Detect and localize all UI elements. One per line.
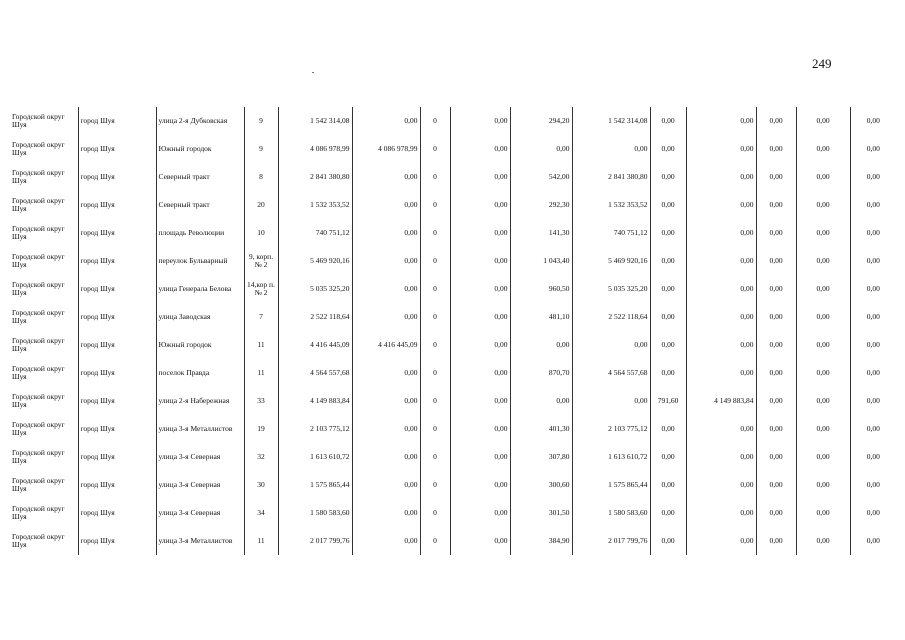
value-cell: 0,00	[650, 163, 686, 191]
value-cell: 0,00	[352, 415, 420, 443]
value-cell: 0,00	[450, 191, 510, 219]
city-cell: город Шуя	[78, 107, 156, 135]
value-cell: 0,00	[650, 247, 686, 275]
value-cell: 0,00	[572, 135, 650, 163]
street-cell: улица 2-я Набережная	[156, 387, 244, 415]
area-cell: 0,00	[510, 331, 572, 359]
municipality-cell: Городской округ Шуя	[12, 168, 65, 185]
value-cell: 0,00	[796, 191, 850, 219]
value-cell: 1 575 865,44	[572, 471, 650, 499]
value-cell: 0,00	[686, 331, 756, 359]
house-number-cell: 11	[244, 331, 278, 359]
value-cell: 0,00	[650, 443, 686, 471]
value-cell: 0,00	[756, 331, 796, 359]
value-cell: 0,00	[756, 191, 796, 219]
area-cell: 481,10	[510, 303, 572, 331]
house-number-cell: 7	[244, 303, 278, 331]
value-cell: 0,00	[450, 303, 510, 331]
house-number-cell: 19	[244, 415, 278, 443]
value-cell: 0,00	[650, 275, 686, 303]
house-number-cell: 30	[244, 471, 278, 499]
value-cell: 0,00	[450, 499, 510, 527]
municipality-cell: Городской округ Шуя	[12, 140, 65, 157]
table-row	[10, 387, 896, 415]
value-cell: 0,00	[352, 219, 420, 247]
value-cell: 0,00	[650, 219, 686, 247]
street-cell: переулок Бульварный	[156, 247, 244, 275]
city-cell: город Шуя	[78, 443, 156, 471]
value-cell: 0,00	[450, 107, 510, 135]
city-cell: город Шуя	[78, 191, 156, 219]
value-cell: 0,00	[686, 247, 756, 275]
municipality-cell: Городской округ Шуя	[12, 448, 65, 465]
value-cell: 1 532 353,52	[572, 191, 650, 219]
area-cell: 0,00	[510, 387, 572, 415]
value-cell: 0,00	[756, 527, 796, 555]
value-cell: 0,00	[650, 415, 686, 443]
value-cell: 0,00	[450, 471, 510, 499]
value-cell: 0	[420, 107, 450, 135]
city-cell: город Шуя	[78, 163, 156, 191]
city-cell: город Шуя	[78, 247, 156, 275]
city-cell: город Шуя	[78, 527, 156, 555]
street-cell: улица 3-я Северная	[156, 443, 244, 471]
value-cell: 0,00	[796, 247, 850, 275]
value-cell: 0,00	[450, 331, 510, 359]
value-cell: 0,00	[756, 387, 796, 415]
table-row	[10, 247, 896, 275]
value-cell: 0,00	[572, 331, 650, 359]
house-number-cell: 11	[244, 527, 278, 555]
value-cell: 1 580 583,60	[572, 499, 650, 527]
table-row	[10, 415, 896, 443]
value-cell: 0	[420, 135, 450, 163]
table-row	[10, 499, 896, 527]
value-cell: 5 469 920,16	[572, 247, 650, 275]
total-cost-cell: 1 580 583,60	[278, 499, 352, 527]
total-cost-cell: 1 532 353,52	[278, 191, 352, 219]
scan-speck	[312, 72, 314, 73]
area-cell: 870,70	[510, 359, 572, 387]
value-cell: 0,00	[650, 331, 686, 359]
value-cell: 0,00	[756, 163, 796, 191]
municipality-cell: Городской округ Шуя	[12, 476, 65, 493]
total-cost-cell: 5 469 920,16	[278, 247, 352, 275]
city-cell: город Шуя	[78, 415, 156, 443]
value-cell: 4 086 978,99	[352, 135, 420, 163]
value-cell: 0,00	[352, 275, 420, 303]
value-cell: 0,00	[352, 387, 420, 415]
value-cell: 0,00	[352, 303, 420, 331]
value-cell: 0,00	[352, 191, 420, 219]
municipality-cell: Городской округ Шуя	[12, 364, 65, 381]
house-number-cell: 32	[244, 443, 278, 471]
value-cell: 0,00	[796, 471, 850, 499]
area-cell: 401,30	[510, 415, 572, 443]
municipality-cell: Городской округ Шуя	[12, 196, 65, 213]
value-cell: 0,00	[796, 275, 850, 303]
value-cell: 0,00	[352, 443, 420, 471]
value-cell: 0,00	[796, 359, 850, 387]
value-cell: 0,00	[686, 163, 756, 191]
value-cell: 0,00	[850, 359, 896, 387]
value-cell: 1 613 610,72	[572, 443, 650, 471]
value-cell: 0,00	[686, 191, 756, 219]
table-row	[10, 303, 896, 331]
table-row	[10, 191, 896, 219]
area-cell: 0,00	[510, 135, 572, 163]
value-cell: 0,00	[756, 247, 796, 275]
value-cell: 0,00	[650, 107, 686, 135]
table-row	[10, 527, 896, 555]
area-cell: 307,80	[510, 443, 572, 471]
value-cell: 0,00	[796, 219, 850, 247]
city-cell: город Шуя	[78, 359, 156, 387]
value-cell: 0,00	[686, 415, 756, 443]
value-cell: 0,00	[756, 107, 796, 135]
value-cell: 1 542 314,08	[572, 107, 650, 135]
value-cell: 0,00	[352, 163, 420, 191]
value-cell: 0	[420, 275, 450, 303]
table-row	[10, 443, 896, 471]
value-cell: 0,00	[686, 359, 756, 387]
value-cell: 0	[420, 303, 450, 331]
table-row	[10, 135, 896, 163]
value-cell: 0,00	[352, 247, 420, 275]
value-cell: 0,00	[450, 163, 510, 191]
value-cell: 0,00	[686, 107, 756, 135]
area-cell: 384,90	[510, 527, 572, 555]
total-cost-cell: 1 542 314,08	[278, 107, 352, 135]
municipality-cell: Городской округ Шуя	[12, 392, 65, 409]
street-cell: площадь Революции	[156, 219, 244, 247]
area-cell: 301,50	[510, 499, 572, 527]
value-cell: 0,00	[686, 135, 756, 163]
value-cell: 0,00	[850, 107, 896, 135]
value-cell: 0,00	[352, 527, 420, 555]
value-cell: 0,00	[756, 219, 796, 247]
table-row	[10, 331, 896, 359]
value-cell: 0,00	[796, 499, 850, 527]
area-cell: 960,50	[510, 275, 572, 303]
total-cost-cell: 2 522 118,64	[278, 303, 352, 331]
value-cell: 0	[420, 527, 450, 555]
page-number: 249	[812, 56, 832, 71]
street-cell: Северный тракт	[156, 191, 244, 219]
street-cell: поселок Правда	[156, 359, 244, 387]
value-cell: 0,00	[352, 499, 420, 527]
total-cost-cell: 740 751,12	[278, 219, 352, 247]
value-cell: 0,00	[650, 499, 686, 527]
value-cell: 0,00	[450, 359, 510, 387]
value-cell: 0,00	[850, 219, 896, 247]
value-cell: 0,00	[650, 135, 686, 163]
value-cell: 0,00	[650, 359, 686, 387]
value-cell: 5 035 325,20	[572, 275, 650, 303]
house-number-cell: 10	[244, 219, 278, 247]
street-cell: улица 3-я Металлистов	[156, 527, 244, 555]
value-cell: 0	[420, 499, 450, 527]
value-cell: 0,00	[796, 107, 850, 135]
total-cost-cell: 4 149 883,84	[278, 387, 352, 415]
table-row	[10, 219, 896, 247]
value-cell: 0,00	[450, 275, 510, 303]
table-row	[10, 275, 896, 303]
area-cell: 300,60	[510, 471, 572, 499]
value-cell: 0,00	[796, 303, 850, 331]
area-cell: 141,30	[510, 219, 572, 247]
value-cell: 2 841 380,80	[572, 163, 650, 191]
city-cell: город Шуя	[78, 499, 156, 527]
value-cell: 0,00	[450, 443, 510, 471]
value-cell: 0,00	[450, 135, 510, 163]
street-cell: Северный тракт	[156, 163, 244, 191]
value-cell: 0,00	[352, 107, 420, 135]
value-cell: 0,00	[850, 387, 896, 415]
value-cell: 0	[420, 191, 450, 219]
value-cell: 0,00	[450, 415, 510, 443]
house-number-cell: 9	[244, 135, 278, 163]
municipality-cell: Городской округ Шуя	[12, 420, 65, 437]
value-cell: 2 522 118,64	[572, 303, 650, 331]
value-cell: 0,00	[352, 471, 420, 499]
value-cell: 0	[420, 219, 450, 247]
city-cell: город Шуя	[78, 135, 156, 163]
value-cell: 0,00	[450, 247, 510, 275]
house-number-cell: 9, корп. № 2	[244, 247, 278, 275]
area-cell: 1 043,40	[510, 247, 572, 275]
value-cell: 0	[420, 443, 450, 471]
value-cell: 0,00	[756, 359, 796, 387]
city-cell: город Шуя	[78, 275, 156, 303]
value-cell: 0,00	[686, 303, 756, 331]
value-cell: 4 149 883,84	[686, 387, 756, 415]
municipality-cell: Городской округ Шуя	[12, 532, 65, 549]
total-cost-cell: 2 841 380,80	[278, 163, 352, 191]
value-cell: 4 416 445,09	[352, 331, 420, 359]
municipality-cell: Городской округ Шуя	[12, 224, 65, 241]
value-cell: 0,00	[850, 135, 896, 163]
value-cell: 0,00	[850, 471, 896, 499]
value-cell: 0	[420, 415, 450, 443]
value-cell: 0,00	[796, 387, 850, 415]
municipality-cell: Городской округ Шуя	[12, 112, 65, 129]
value-cell: 0,00	[796, 135, 850, 163]
street-cell: Южный городок	[156, 135, 244, 163]
city-cell: город Шуя	[78, 219, 156, 247]
total-cost-cell: 4 086 978,99	[278, 135, 352, 163]
value-cell: 0,00	[850, 191, 896, 219]
street-cell: улица 2-я Дубковская	[156, 107, 244, 135]
street-cell: улица 3-я Северная	[156, 471, 244, 499]
value-cell: 0	[420, 163, 450, 191]
value-cell: 0,00	[796, 527, 850, 555]
value-cell: 0	[420, 331, 450, 359]
house-number-cell: 8	[244, 163, 278, 191]
value-cell: 0	[420, 471, 450, 499]
value-cell: 0,00	[686, 275, 756, 303]
house-number-cell: 9	[244, 107, 278, 135]
value-cell: 0,00	[650, 303, 686, 331]
table-row	[10, 359, 896, 387]
value-cell: 0,00	[756, 443, 796, 471]
value-cell: 0	[420, 359, 450, 387]
street-cell: Южный городок	[156, 331, 244, 359]
table-body	[10, 107, 896, 555]
street-cell: улица 3-я Северная	[156, 499, 244, 527]
house-number-cell: 11	[244, 359, 278, 387]
value-cell: 0,00	[850, 499, 896, 527]
value-cell: 791,60	[650, 387, 686, 415]
value-cell: 0,00	[796, 331, 850, 359]
municipality-cell: Городской округ Шуя	[12, 504, 65, 521]
value-cell: 0,00	[686, 471, 756, 499]
table-row	[10, 163, 896, 191]
city-cell: город Шуя	[78, 303, 156, 331]
housing-repair-table	[10, 107, 896, 555]
value-cell: 4 564 557,68	[572, 359, 650, 387]
total-cost-cell: 2 103 775,12	[278, 415, 352, 443]
table-row	[10, 107, 896, 135]
table-row	[10, 471, 896, 499]
total-cost-cell: 4 416 445,09	[278, 331, 352, 359]
house-number-cell: 33	[244, 387, 278, 415]
total-cost-cell: 4 564 557,68	[278, 359, 352, 387]
value-cell: 0,00	[650, 191, 686, 219]
value-cell: 0,00	[686, 527, 756, 555]
total-cost-cell: 1 613 610,72	[278, 443, 352, 471]
value-cell: 0,00	[572, 387, 650, 415]
street-cell: улица 3-я Металлистов	[156, 415, 244, 443]
value-cell: 0,00	[756, 415, 796, 443]
value-cell: 0,00	[850, 163, 896, 191]
total-cost-cell: 2 017 799,76	[278, 527, 352, 555]
value-cell: 0,00	[756, 135, 796, 163]
value-cell: 0,00	[850, 275, 896, 303]
municipality-cell: Городской округ Шуя	[12, 280, 65, 297]
area-cell: 542,00	[510, 163, 572, 191]
value-cell: 0,00	[756, 303, 796, 331]
value-cell: 0,00	[796, 163, 850, 191]
city-cell: город Шуя	[78, 471, 156, 499]
value-cell: 0,00	[796, 443, 850, 471]
city-cell: город Шуя	[78, 331, 156, 359]
total-cost-cell: 1 575 865,44	[278, 471, 352, 499]
value-cell: 0	[420, 387, 450, 415]
street-cell: улица Генерала Белова	[156, 275, 244, 303]
house-number-cell: 14,кор п. № 2	[244, 275, 278, 303]
value-cell: 740 751,12	[572, 219, 650, 247]
value-cell: 0,00	[850, 331, 896, 359]
municipality-cell: Городской округ Шуя	[12, 336, 65, 353]
municipality-cell: Городской округ Шуя	[12, 252, 65, 269]
area-cell: 294,20	[510, 107, 572, 135]
area-cell: 292,30	[510, 191, 572, 219]
value-cell: 0,00	[850, 247, 896, 275]
value-cell: 0,00	[756, 499, 796, 527]
value-cell: 2 017 799,76	[572, 527, 650, 555]
value-cell: 0,00	[450, 219, 510, 247]
value-cell: 0,00	[756, 471, 796, 499]
value-cell: 0,00	[796, 415, 850, 443]
house-number-cell: 20	[244, 191, 278, 219]
value-cell: 0,00	[686, 443, 756, 471]
value-cell: 0,00	[686, 499, 756, 527]
municipality-cell: Городской округ Шуя	[12, 308, 65, 325]
value-cell: 0,00	[850, 443, 896, 471]
house-number-cell: 34	[244, 499, 278, 527]
city-cell: город Шуя	[78, 387, 156, 415]
street-cell: улица Заводская	[156, 303, 244, 331]
value-cell: 0,00	[850, 415, 896, 443]
total-cost-cell: 5 035 325,20	[278, 275, 352, 303]
value-cell: 0,00	[352, 359, 420, 387]
value-cell: 0,00	[650, 471, 686, 499]
value-cell: 0,00	[686, 219, 756, 247]
value-cell: 0,00	[450, 527, 510, 555]
value-cell: 0,00	[850, 303, 896, 331]
value-cell: 2 103 775,12	[572, 415, 650, 443]
value-cell: 0	[420, 247, 450, 275]
value-cell: 0,00	[450, 387, 510, 415]
value-cell: 0,00	[650, 527, 686, 555]
value-cell: 0,00	[756, 275, 796, 303]
value-cell: 0,00	[850, 527, 896, 555]
